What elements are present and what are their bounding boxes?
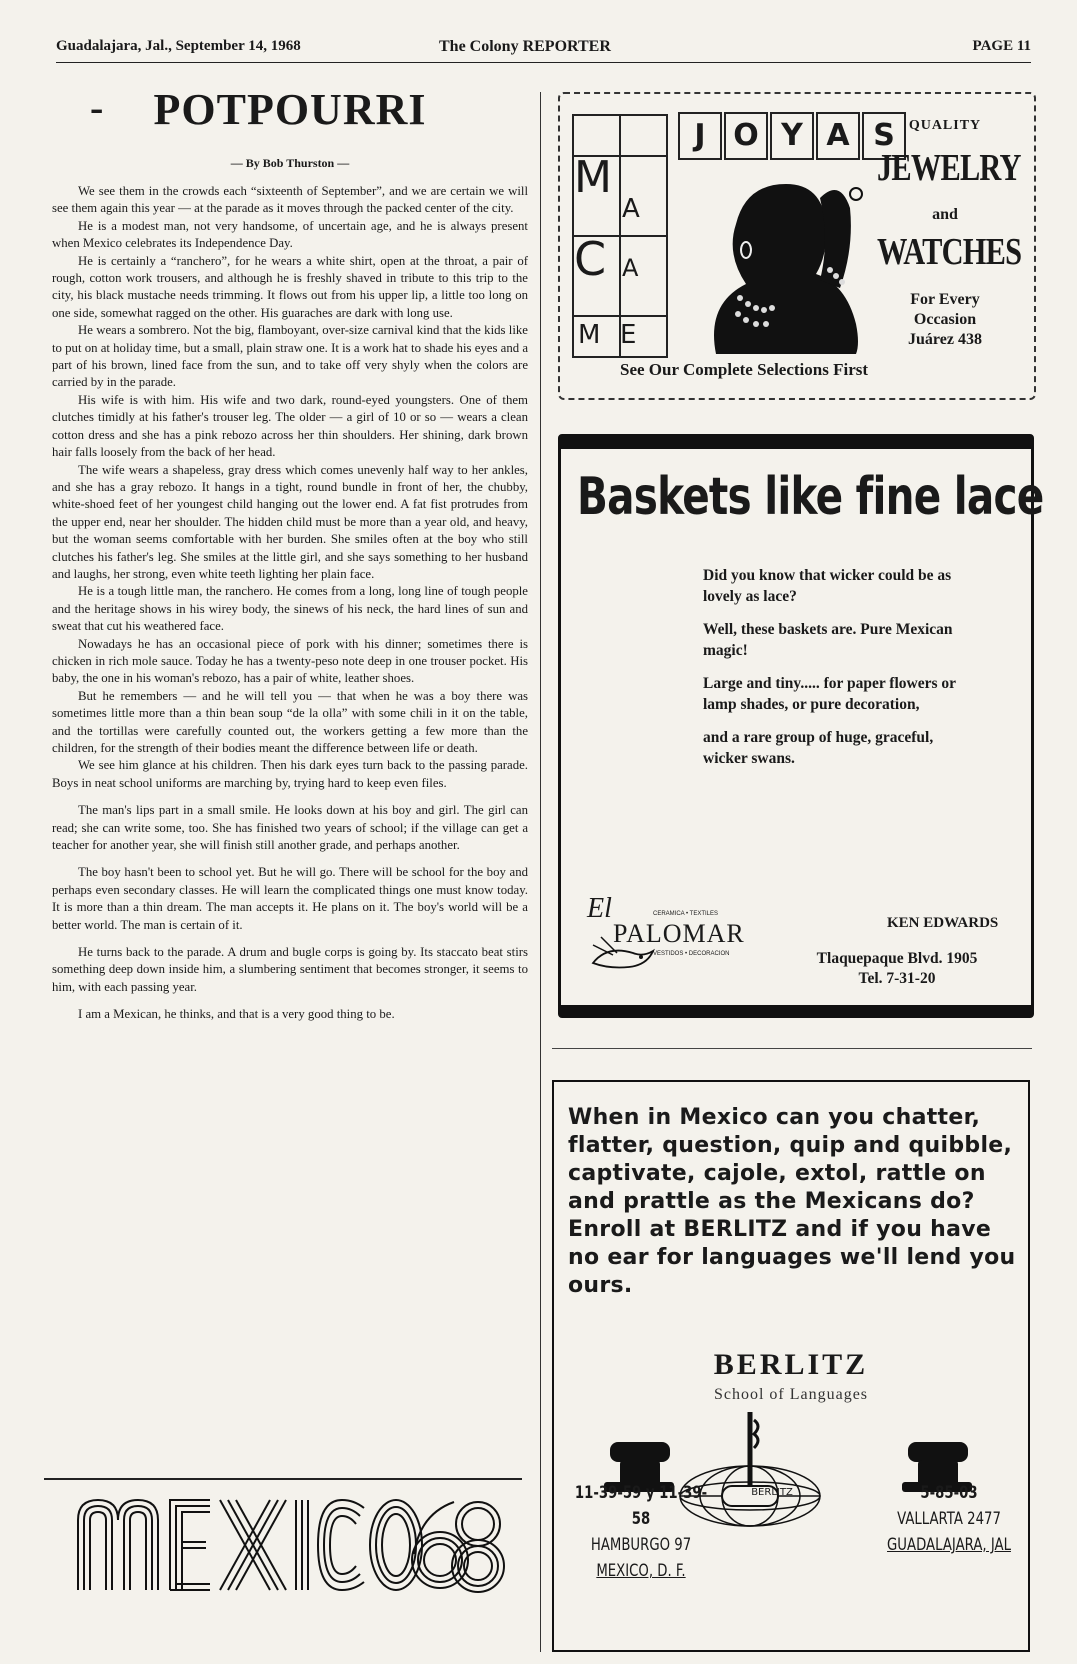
joyas-letter: S [862, 112, 906, 160]
article-byline: — By Bob Thurston — [230, 156, 350, 170]
ad-watches-heading: WATCHES [877, 231, 1022, 273]
section-rule [552, 1048, 1032, 1049]
ad-baskets-paragraph: Large and tiny..... for paper flowers or lamp shades, or pure decoration, [703, 675, 956, 713]
section-rule [44, 1478, 522, 1480]
macame-letter: M [574, 152, 612, 203]
ad-jewelry-heading: JEWELRY [877, 147, 1021, 189]
article-paragraph: He is certainly a “ranchero”, for he wears a white shirt, open at the throat, a pair of rough, cotton work trousers, and although he is freshly shaved in tribute to this trip to the city, his black mustache needs trimming. It flows out from his upper lip, a little too long on one side, somewhat ragged on the other. His guaraches are dark with long use. [52, 253, 528, 320]
logo-letter-m [78, 1500, 158, 1590]
page-header [56, 36, 1031, 63]
globe-label: BERLITZ [751, 1487, 793, 1498]
ad-baskets-contact [785, 949, 1009, 989]
ad-and-label: and [932, 206, 958, 223]
berlitz-guadalajara-contact [875, 1480, 1023, 1558]
ad-baskets-headline: Baskets like fine lace [577, 467, 1044, 527]
joyas-letter: J [678, 112, 722, 160]
ad-top-bar [561, 435, 1031, 449]
article-paragraph: His wife is with him. His wife and two dark, round-eyed youngsters. One of them clutches timidly at his father's trouser leg. The older — a girl of 10 or so — wears a clean cotton dress and she has a pink rebozo across her thin shoulders. Her shining, dark brown hair falls loosely from the back of her head. [52, 392, 528, 460]
article-paragraph: He wears a sombrero. Not the big, flamboyant, over-size carnival kind that the kids like to put on at holiday time, but a small, plain straw one. It is a work hat to shade his eyes and a part of his brown, lined face from the sun, and to take off very shyly when the colors are carried by in the parade. [52, 323, 528, 390]
ad-owner-name: KEN EDWARDS [887, 915, 999, 931]
mexico68-logo [74, 1494, 508, 1594]
article-paragraph: The boy hasn't been to school yet. But he will go. There will be school for the boy and perhaps even secondary classes. He will learn the complicated things one must know today. It is more than a thin dream. The man accepts it. He plans on it. The boy's world will be a better world. The man is certain of it. [52, 865, 528, 932]
article-title-text: POTPOURRI [153, 85, 427, 134]
berlitz-mexico-contact [567, 1480, 715, 1584]
joyas-letter: Y [770, 112, 814, 160]
article-paragraph: We see them in the crowds each “sixteenth of September”, and we are certain we will see them again this year — at the parade as it moves through the packed center of the city. [52, 184, 528, 216]
header-paper-name: The Colony REPORTER [439, 38, 611, 55]
article-paragraph: But he remembers — and he will tell you — that when he was a boy there was sometimes little more than a thin bean soup “de la olla” with some chili in it on the table, and the tortillas were carefully counted out, the workers getting a few more than the children, for the strength of their bodies meant the difference between life or death. [52, 688, 528, 755]
header-page-number: PAGE 11 [972, 38, 1031, 54]
woman-portrait-illustration [680, 158, 880, 354]
ad-occasion-block [860, 290, 1030, 350]
berlitz-mexico-street: HAMBURGO 97 [590, 1535, 692, 1555]
article-paragraph: He turns back to the parade. A drum and bugle corps is going by. Its staccato beat stirs something deep down inside him, a slumbering sentiment that becomes stronger, it seems to him, with each passing year. [52, 945, 528, 994]
ad-joyas-macame [558, 92, 1036, 400]
el-palomar-logo [583, 893, 753, 983]
berlitz-guadalajara-street: VALLARTA 2477 [897, 1509, 1001, 1529]
article-paragraph: I am a Mexican, he thinks, and that is a very good thing to be. [78, 1007, 395, 1022]
article-paragraph: The man's lips part in a small smile. He looks down at his boy and girl. The girl can read; she can write some, too. She has finished two years of school; if the village can get a teacher for another year, she will finish still another grade, and perhaps another. [52, 803, 528, 853]
title-dash: - [90, 85, 105, 130]
ad-address: Juárez 438 [908, 331, 982, 348]
logo-letter-i [296, 1500, 308, 1590]
header-date: Guadalajara, Jal., September 14, 1968 [56, 38, 301, 54]
flag-icon [750, 1412, 758, 1492]
article-paragraph: We see him glance at his children. Then his dark eyes turn back to the passing parade. Boys in neat school uniforms are marching by, trying hard to keep even files. [52, 758, 528, 790]
macame-letter: A [622, 194, 640, 224]
article-paragraph: He is a modest man, not very handsome, of uncertain age, and he is always present when Mexico celebrates its Independence Day. [52, 218, 528, 251]
logo-prefix: El [587, 893, 612, 924]
joyas-letter: A [816, 112, 860, 160]
logo-letter-o [370, 1500, 422, 1590]
ad-baskets-paragraph: Did you know that wicker could be as lovely as lace? [703, 567, 952, 605]
berlitz-guadalajara-city: GUADALAJARA, JAL [887, 1535, 1011, 1555]
article-title [52, 84, 528, 140]
berlitz-school-label: School of Languages [713, 1386, 869, 1403]
macame-letter: C [574, 232, 607, 286]
ad-quality-label: QUALITY [908, 118, 982, 133]
berlitz-mexico-city: MEXICO, D. F. [596, 1561, 686, 1581]
macame-letter: E [620, 320, 637, 350]
macame-letter: M [578, 320, 601, 350]
article-paragraph: He is a tough little man, the ranchero. He comes from a long, long line of tough people and the heritage shows in his wirey body, the sinews of his neck, the hard lines of sun and sweat that cut his weathered face. [52, 584, 528, 634]
berlitz-mexico-phone: 11-39-59 y 11-39-58 [574, 1483, 708, 1529]
ad-occasion: Occasion [913, 311, 977, 328]
ad-see-selections: See Our Complete Selections First [620, 360, 869, 379]
article-paragraph: The wife wears a shapeless, gray dress which comes unevenly half way to her ankles, and she has a gray rebozo. It hangs in a tight, round bundle in front of her, the chubby, white-shoed feet of her youngest child hanging out the lower end. A fat fist protrudes from the upper end, near her shoulder. The hidden child must be more than a year old, and heavy, but the woman seems comfortable with her burden. She smiles often at the boy who still clutches his father's leg. She smiles at the little girl, and she says something to her husband and laughs, her strong, even white teeth lighting her plain face. [52, 462, 528, 581]
article-paragraph: Nowadays he has an occasional piece of pork with his dinner; sometimes there is chicken in rich mole sauce. Today he has a twenty-peso note deep in one trouser pocket. His baby, the one in his woman's rebozo, has a pair of white, leather shoes. [52, 636, 528, 686]
logo-letter-c [318, 1500, 364, 1590]
ad-baskets-tel: Tel. 7-31-20 [858, 970, 936, 987]
ad-bottom-bar [561, 1005, 1031, 1017]
logo-bottom-line: VESTIDOS • DECORACION [653, 951, 730, 957]
logo-letter-x [220, 1500, 286, 1590]
article-body [52, 183, 528, 1024]
article-potpourri [52, 84, 528, 1024]
macame-letter: A [622, 254, 639, 282]
logo-letter-e [170, 1500, 210, 1590]
ad-baskets [558, 434, 1044, 1018]
ad-baskets-copy [703, 565, 963, 781]
ad-for-every: For Every [910, 291, 980, 308]
logo-brand: PALOMAR [613, 919, 745, 948]
ad-berlitz-headline: When in Mexico can you chatter, flatter, question, quip and quibble, captivate, cajole, extol, rattle on and prattle as the Mexicans do? Enroll at BERLITZ and if you have no ear for languages we'll lend you ours. [568, 1105, 1016, 1298]
logo-top-line: CERAMICA • TEXTILES [653, 911, 719, 917]
berlitz-guadalajara-phone: 5-85-03 [920, 1483, 978, 1503]
ad-baskets-address: Tlaquepaque Blvd. 1905 [816, 950, 978, 967]
ad-baskets-paragraph: and a rare group of huge, graceful, wicker swans. [703, 729, 934, 767]
berlitz-brand: BERLITZ [713, 1348, 869, 1381]
ad-baskets-paragraph: Well, these baskets are. Pure Mexican magic! [703, 621, 953, 659]
column-divider [540, 92, 541, 1652]
joyas-letter: O [724, 112, 768, 160]
ad-berlitz [552, 1080, 1030, 1652]
